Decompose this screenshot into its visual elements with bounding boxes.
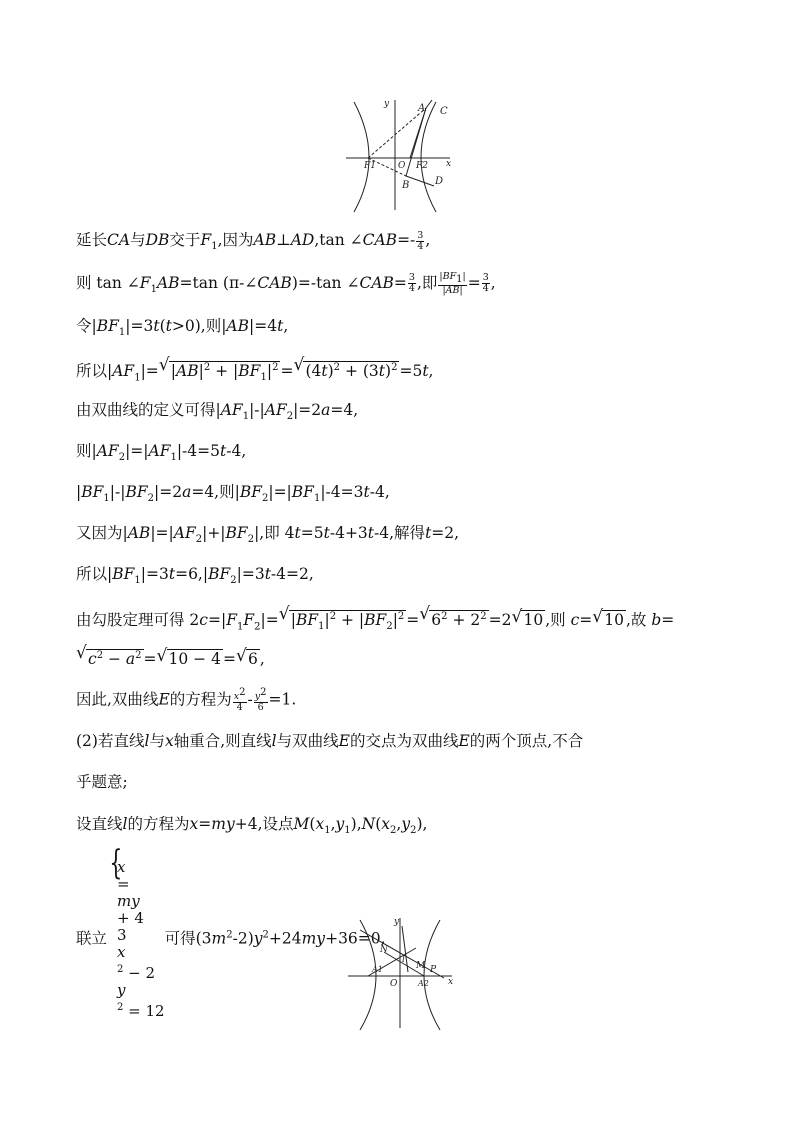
fig2-label-a1: A1 xyxy=(372,965,383,974)
fig1-label-f1: F1 xyxy=(364,161,376,171)
fig1-label-c: C xyxy=(440,106,448,117)
line-14: 乎题意; xyxy=(76,773,128,791)
line-4: 所以$|AF_1|=√$ $|AB|^2 + |BF_1|^2$ =√ $(4t)^2 + (3t)^2 =5t$, xyxy=(76,358,433,388)
left-branch xyxy=(360,920,376,1030)
left-branch xyxy=(354,102,369,212)
fig2-label-l: l xyxy=(402,955,405,965)
line-12: 因此,双曲线E的方程为 $\frac{x^2}{4}$ - $\frac{y^2}{6}$ =1. xyxy=(76,687,297,714)
fig1-label-y: y xyxy=(384,99,390,109)
line-16: 联立 { x = my + 4 3 x $^2$ − 2 y $^2$ = 12 可得$(3m^2-2)y^2+24my+36=0$, xyxy=(76,859,386,1020)
fig1-label-b: B xyxy=(402,180,410,191)
fig2-label-m: M xyxy=(416,961,426,971)
line-5: 由双曲线的定义可得$|AF_1|-|AF_2|=2a=4$, xyxy=(76,401,359,423)
fig1-label-d: D xyxy=(435,176,444,187)
hyperbola-figure-2 xyxy=(344,912,460,1032)
line-7: $|BF_1|-|BF_2|=2a=4$,则$|BF_2|=|BF_1|-4=3t-4$, xyxy=(76,483,390,505)
fig1-label-a: A xyxy=(418,103,426,114)
line-10: 由勾股定理可得 $2c=|F_1F_2|=√$ $|BF_1|^2 + |BF_2|^2$ =√ $6^2 + 2^2 =2√$ 10 ,则 c=√ 10 ,故 b= xyxy=(76,607,674,637)
fig1-label-f2: F2 xyxy=(416,161,428,171)
fig1-label-o: O xyxy=(398,161,406,171)
line-3: 令$|BF_1|=3t(t>0)$,则|AB|=4t, xyxy=(76,317,289,339)
line-9: 所以$|BF_1|=3t=6,|BF_2|=3t-4=2$, xyxy=(76,565,314,587)
fig1-label-x: x xyxy=(446,159,452,169)
fig2-label-y: y xyxy=(394,917,400,927)
fig2-label-o: O xyxy=(390,979,398,989)
right-branch xyxy=(424,920,440,1030)
fig2-label-x: x xyxy=(448,977,454,987)
line-1: 延长CA与DB交于$F_1$,因为AB⊥AD,tan ∠CAB=- $\frac{3}{4}$ , xyxy=(76,229,431,253)
line-2: 则 $\tan \angle F_1AB=\tan$ (π-∠CAB)=-tan ∠CAB= $\frac{3}{4}$ ,即 $\frac{|BF_1|}{|AB|}$ = $\frac{3}{4}$ , xyxy=(76,271,496,296)
line-8: 又因为$|AB|=|AF_2|+|BF_2|$,即 4t=5t-4+3t-4,解得t=2, xyxy=(76,524,460,546)
hyperbola-figure-1 xyxy=(340,96,460,214)
line-13: (2)若直线l与x轴重合,则直线l与双曲线E的交点为双曲线E的两个顶点,不合 xyxy=(76,732,584,750)
line-6: 则$|AF_2|=|AF_1|-4=5t-4$, xyxy=(76,442,247,464)
line-11: √ $c^2 - a^2$ =√ 10 − 4 =√ 6 , xyxy=(76,646,265,669)
fig2-label-p: P xyxy=(430,965,437,975)
fig2-label-a2: A2 xyxy=(418,979,429,988)
fig2-label-n: N xyxy=(380,945,388,955)
line-15: 设直线l的方程为x=my+4,设点$M(x_1,y_1),N(x_2,y_2)$, xyxy=(76,815,428,837)
